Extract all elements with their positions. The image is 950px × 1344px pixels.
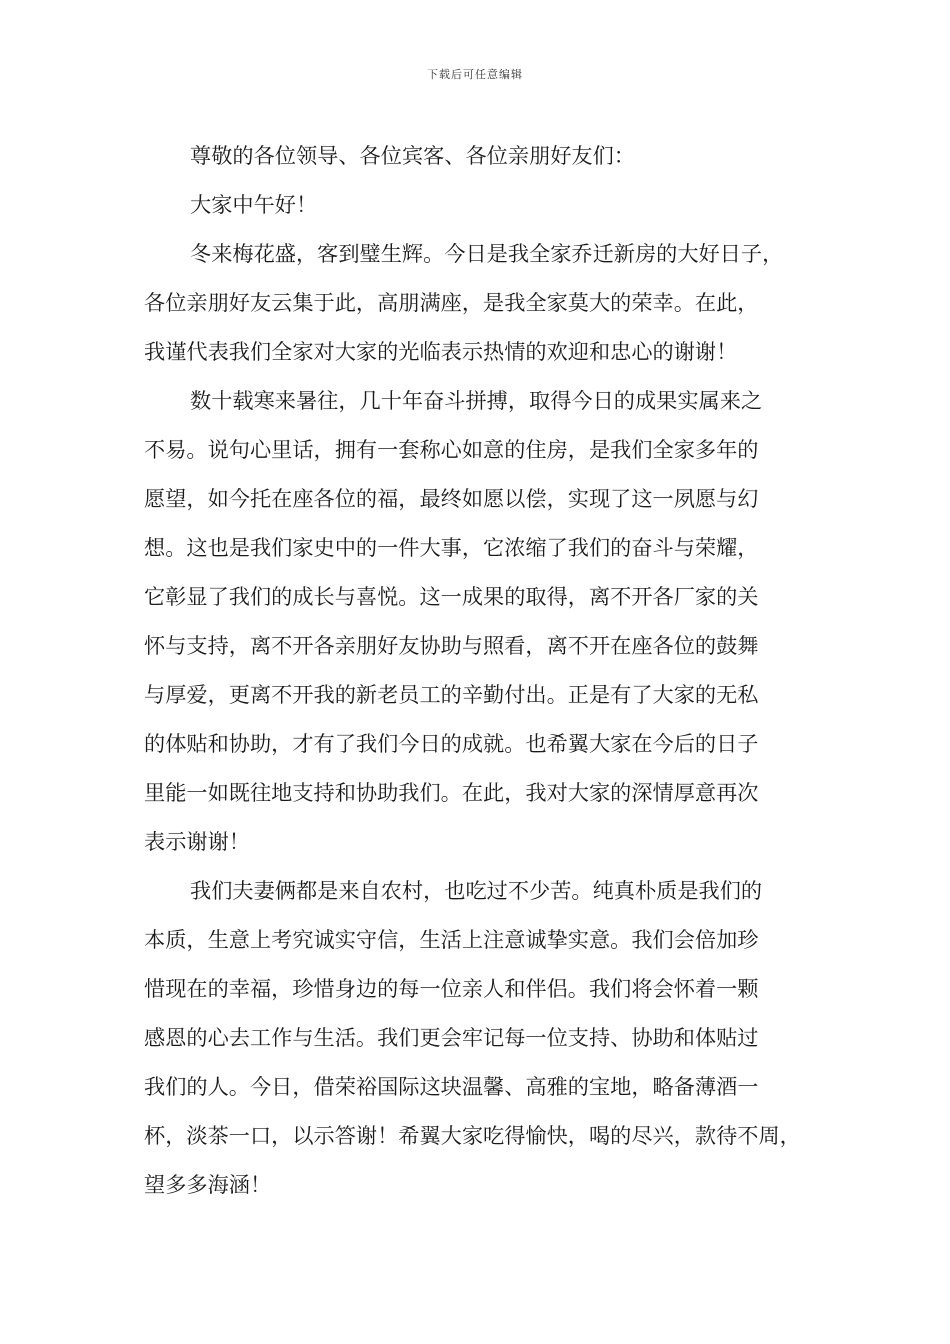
paragraph-2-line: 愿望，如今托在座各位的福，最终如愿以偿，实现了这一夙愿与幻 (144, 486, 759, 511)
paragraph-1-line: 我谨代表我们全家对大家的光临表示热情的欢迎和忠心的谢谢！ (144, 339, 738, 364)
paragraph-2-line: 与厚爱，更离不开我的新老员工的辛勤付出。正是有了大家的无私 (144, 682, 759, 707)
greeting-line: 大家中午好！ (190, 192, 318, 217)
paragraph-1-line: 各位亲朋好友云集于此，高朋满座，是我全家莫大的荣幸。在此， (144, 290, 759, 315)
paragraph-3-line: 望多多海涵！ (144, 1172, 272, 1197)
paragraph-3-line: 惜现在的幸福，珍惜身边的每一位亲人和伴侣。我们将会怀着一颗 (144, 976, 759, 1001)
salutation-line: 尊敬的各位领导、各位宾客、各位亲朋好友们： (190, 143, 635, 168)
paragraph-3-line: 感恩的心去工作与生活。我们更会牢记每一位支持、协助和体贴过 (144, 1025, 759, 1050)
paragraph-2-line: 想。这也是我们家史中的一件大事，它浓缩了我们的奋斗与荣耀， (144, 535, 759, 560)
paragraph-2-line: 数十载寒来暑往，几十年奋斗拼搏，取得今日的成果实属来之 (190, 388, 763, 413)
paragraph-3-line: 我们的人。今日，借荣裕国际这块温馨、高雅的宝地，略备薄酒一 (144, 1074, 759, 1099)
paragraph-2-line: 怀与支持，离不开各亲朋好友协助与照看，离不开在座各位的鼓舞 (144, 633, 759, 658)
paragraph-3-line: 杯，淡茶一口，以示答谢！希翼大家吃得愉快，喝的尽兴，款待不周， (144, 1123, 801, 1148)
paragraph-1-line: 冬来梅花盛，客到璧生辉。今日是我全家乔迁新房的大好日子， (190, 241, 784, 266)
letter-body (144, 131, 818, 1209)
header-note: 下载后可任意编辑 (427, 68, 523, 81)
paragraph-2-line: 的体贴和协助，才有了我们今日的成就。也希翼大家在今后的日子 (144, 731, 759, 756)
paragraph-2-line: 里能一如既往地支持和协助我们。在此，我对大家的深情厚意再次 (144, 780, 759, 805)
paragraph-2-line: 不易。说句心里话，拥有一套称心如意的住房，是我们全家多年的 (144, 437, 759, 462)
paragraph-2-line: 表示谢谢！ (144, 829, 250, 854)
paragraph-3-line: 我们夫妻俩都是来自农村，也吃过不少苦。纯真朴质是我们的 (190, 878, 763, 903)
paragraph-3-line: 本质，生意上考究诚实守信，生活上注意诚挚实意。我们会倍加珍 (144, 927, 759, 952)
paragraph-2-line: 它彰显了我们的成长与喜悦。这一成果的取得，离不开各厂家的关 (144, 584, 759, 609)
